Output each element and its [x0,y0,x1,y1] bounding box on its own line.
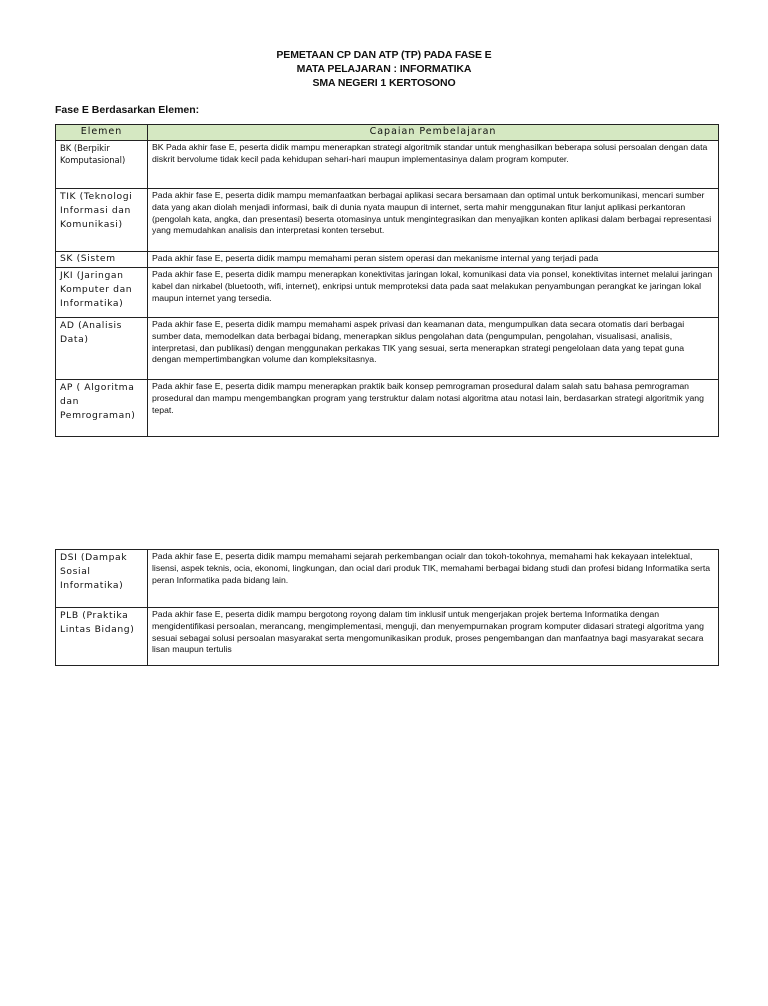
section-subheading: Fase E Berdasarkan Elemen: [55,104,200,116]
elemen-cell: AP ( Algoritma dan Pemrograman) [56,380,148,437]
doc-title-line-1: PEMETAAN CP DAN ATP (TP) PADA FASE E [276,49,492,61]
table-row [56,252,719,268]
column-header-elemen: Elemen [56,125,148,141]
elemen-cell: AD (Analisis Data) [56,318,148,380]
elemen-cell: SK (Sistem [56,252,148,268]
cp-table-continued [55,549,719,666]
column-header-capaian: Capaian Pembelajaran [148,125,719,141]
elemen-cell: PLB (Praktika Lintas Bidang) [56,608,148,666]
table-row [56,550,719,608]
capaian-cell: Pada akhir fase E, peserta didik mampu memahami peran sistem operasi dan mekanisme internal yang terjadi pada [148,252,719,268]
table-row [56,189,719,252]
capaian-cell: Pada akhir fase E, peserta didik mampu memahami sejarah perkembangan ocialr dan tokoh-tokohnya, memahami hak kekayaan intelektual, lisensi, aspek teknis, ocia, ekonomi, lingkungan, dan ocial dari produk TIK, memahami berbagai bidang studi dan profesi bidang Informatika serta peran Informatika pada bidang lain. [148,550,719,608]
table-row [56,268,719,318]
table-row [56,608,719,666]
elemen-cell: BK (Berpikir Komputasional) [56,141,148,189]
table-row [56,380,719,437]
capaian-cell: Pada akhir fase E, peserta didik mampu memanfaatkan berbagai aplikasi secara bersamaan dan optimal untuk berkomunikasi, mencari sumber data yang akan diolah menjadi informasi, baik di dunia nyata maupun di internet, serta mahir menggunakan fitur lanjut aplikasi perkantoran (pengolah kata, angka, dan presentasi) beserta otomasinya untuk mengintegrasikan dan menyajikan konten aplikasi dalam berbagai representasi yang memudahkan analisis dan interpretasi konten tersebut. [148,189,719,252]
cp-table [55,124,719,437]
capaian-cell: Pada akhir fase E, peserta didik mampu menerapkan konektivitas jaringan lokal, komunikasi data via ponsel, konektivitas internet melalui jaringan kabel dan nirkabel (bluetooth, wifi, internet), enkripsi untuk memproteksi data pada saat melakukan penyambungan perangkat ke jaringan lokal maupun internet yang tersedia. [148,268,719,318]
elemen-cell: TIK (Teknologi Informasi dan Komunikasi) [56,189,148,252]
capaian-cell: BK Pada akhir fase E, peserta didik mampu menerapkan strategi algoritmik standar untuk menghasilkan beberapa solusi persoalan dengan data diskrit bervolume tidak kecil pada kehidupan sehari-hari maupun implementasinya dalam program komputer. [148,141,719,189]
elemen-cell: DSI (Dampak Sosial Informatika) [56,550,148,608]
table-header-row [56,125,719,141]
table-row [56,141,719,189]
capaian-cell: Pada akhir fase E, peserta didik mampu bergotong royong dalam tim inklusif untuk mengerjakan projek bertema Informatika dengan mengidentifikasi persoalan, merancang, mengimplementasi, menguji, dan menyempurnakan program komputer didasari strategi algoritma yang sesuai sebagai solusi persoalan masyarakat serta mengomunikasikan produk, proses pengembangan dan manfaatnya bagi masyarakat secara lisan maupun tertulis [148,608,719,666]
doc-title-line-2: MATA PELAJARAN : INFORMATIKA [296,63,472,75]
elemen-cell: JKI (Jaringan Komputer dan Informatika) [56,268,148,318]
table-row [56,318,719,380]
capaian-cell: Pada akhir fase E, peserta didik mampu menerapkan praktik baik konsep pemrograman prosedural dalam salah satu bahasa pemrograman prosedural dan mampu mengembangkan program yang terstruktur dalam notasi algoritma atau notasi lain, berdasarkan strategi algoritmik yang tepat. [148,380,719,437]
capaian-cell: Pada akhir fase E, peserta didik mampu memahami aspek privasi dan keamanan data, mengumpulkan data secara otomatis dari berbagai sumber data, memodelkan data berbagai bidang, menerapkan siklus pengolahan data (pengumpulan, pengolahan, visualisasi, analisis, interpretasi, dan publikasi) dengan menggunakan perkakas TIK yang sesuai, serta menerapkan strategi pengelolaan data yang tepat guna dengan mempertimbangkan volume dan kompleksitasnya. [148,318,719,380]
doc-title-line-3: SMA NEGERI 1 KERTOSONO [312,77,456,89]
